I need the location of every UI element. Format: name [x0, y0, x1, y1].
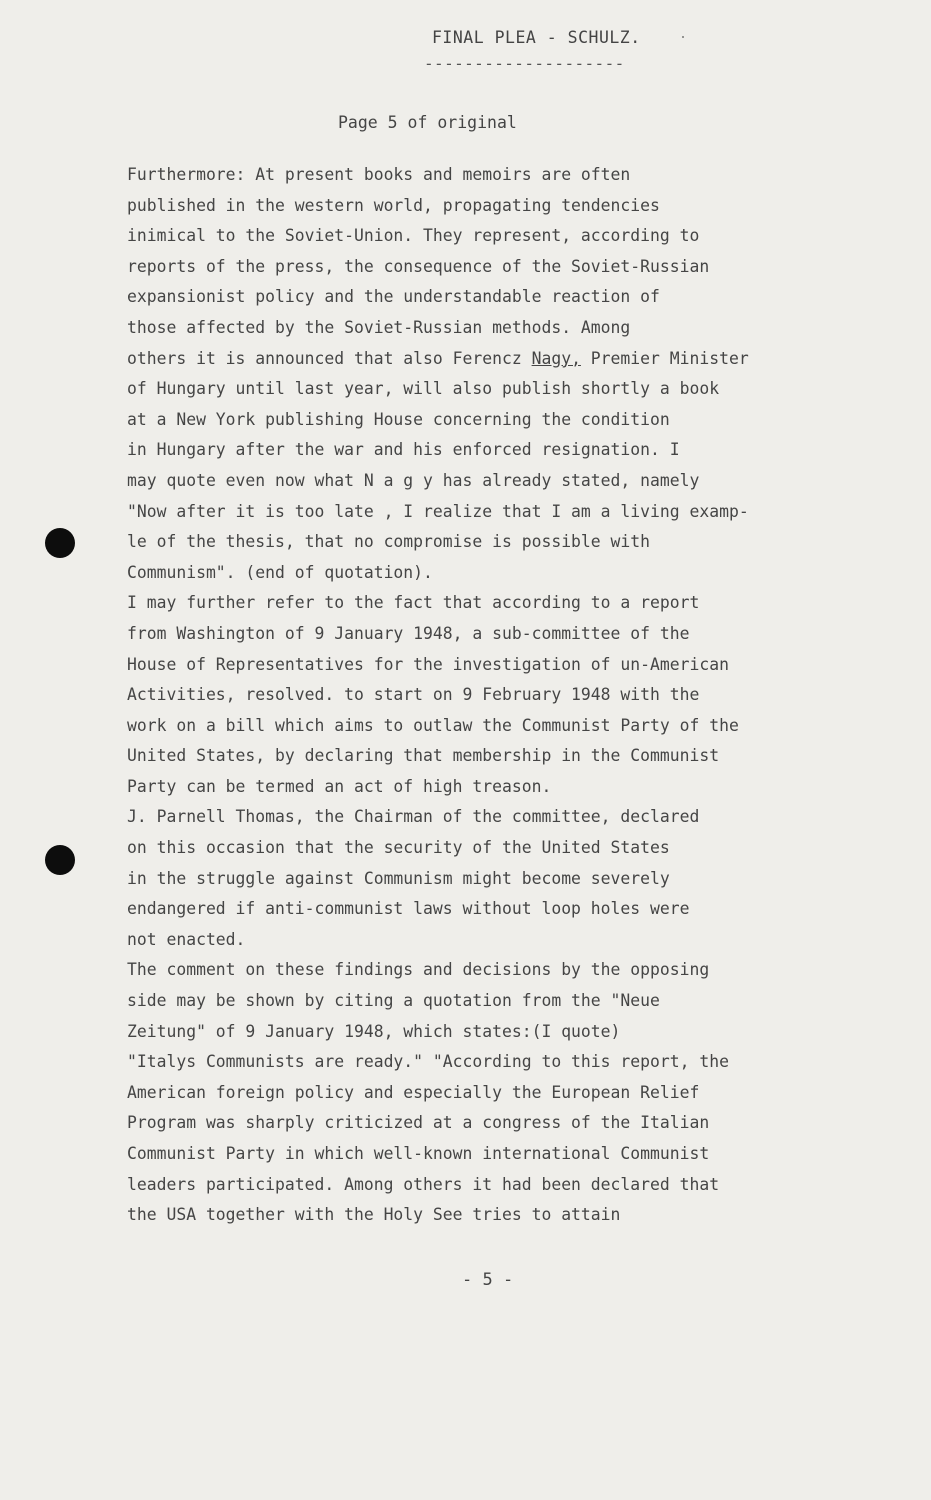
page-number: - 5 - — [462, 1270, 514, 1290]
text-line: not enacted. — [127, 929, 246, 949]
text-line: endangered if anti-communist laws without loop holes were — [127, 899, 690, 919]
page-reference: Page 5 of original — [338, 113, 517, 132]
text-fragment: others it is announced that also Ferencz — [127, 348, 532, 368]
text-line: at a New York publishing House concerning the condition — [127, 409, 670, 429]
text-line-with-underlined-name — [127, 344, 887, 375]
text-line: "Now after it is too late , I realize that I am a living examp- — [127, 501, 749, 521]
text-line: in the struggle against Communism might become severely — [127, 868, 670, 888]
text-line: expansionist policy and the understandable reaction of — [127, 287, 660, 307]
text-line: Party can be termed an act of high treason. — [127, 776, 552, 796]
text-line: on this occasion that the security of the United States — [127, 838, 670, 858]
text-line: J. Parnell Thomas, the Chairman of the committee, declared — [127, 807, 700, 827]
document-title: FINAL PLEA - SCHULZ. — [432, 28, 641, 47]
text-line: Furthermore: At present books and memoirs are often — [127, 165, 631, 184]
text-fragment: Premier Minister — [580, 348, 749, 368]
text-line: Activities, resolved. to start on 9 February 1948 with the — [127, 685, 700, 705]
text-line: I may further refer to the fact that according to a report — [127, 593, 700, 613]
text-line: United States, by declaring that membership in the Communist — [127, 746, 720, 766]
punch-hole-icon — [45, 845, 75, 875]
text-line: Communist Party in which well-known international Communist — [127, 1144, 710, 1163]
text-line: le of the thesis, that no compromise is possible with — [127, 532, 651, 552]
text-line: may quote even now what N a g y has already stated, namely — [127, 470, 700, 490]
text-line: work on a bill which aims to outlaw the Communist Party of the — [127, 715, 739, 735]
text-line: Zeitung" of 9 January 1948, which states:(I quote) — [127, 1021, 621, 1041]
underlined-name: Nagy, — [531, 348, 581, 368]
text-line: leaders participated. Among others it had been declared that — [127, 1174, 720, 1194]
text-line: the USA together with the Holy See tries to attain — [127, 1205, 621, 1225]
text-line: "Italys Communists are ready." "According to this report, the — [127, 1052, 729, 1072]
text-line: those affected by the Soviet-Russian methods. Among — [127, 317, 631, 337]
scan-speck — [682, 36, 684, 38]
text-line: Communism". (end of quotation). — [127, 562, 433, 582]
text-line: from Washington of 9 January 1948, a sub-committee of the — [127, 623, 690, 643]
text-line: in Hungary after the war and his enforced resignation. I — [127, 440, 680, 460]
text-line: House of Representatives for the investigation of un-American — [127, 654, 729, 674]
text-line: side may be shown by citing a quotation from the "Neue — [127, 991, 660, 1011]
title-underline-rule: -------------------- — [424, 54, 625, 73]
text-line: published in the western world, propagating tendencies — [127, 195, 660, 215]
text-line: reports of the press, the consequence of the Soviet-Russian — [127, 256, 710, 276]
text-line: The comment on these findings and decisions by the opposing — [127, 960, 710, 980]
body-text — [127, 160, 887, 1231]
punch-hole-icon — [45, 528, 75, 558]
text-line: inimical to the Soviet-Union. They represent, according to — [127, 226, 700, 246]
text-line: American foreign policy and especially the European Relief — [127, 1082, 700, 1102]
text-line: of Hungary until last year, will also publish shortly a book — [127, 379, 720, 399]
text-line: Program was sharply criticized at a congress of the Italian — [127, 1113, 710, 1133]
